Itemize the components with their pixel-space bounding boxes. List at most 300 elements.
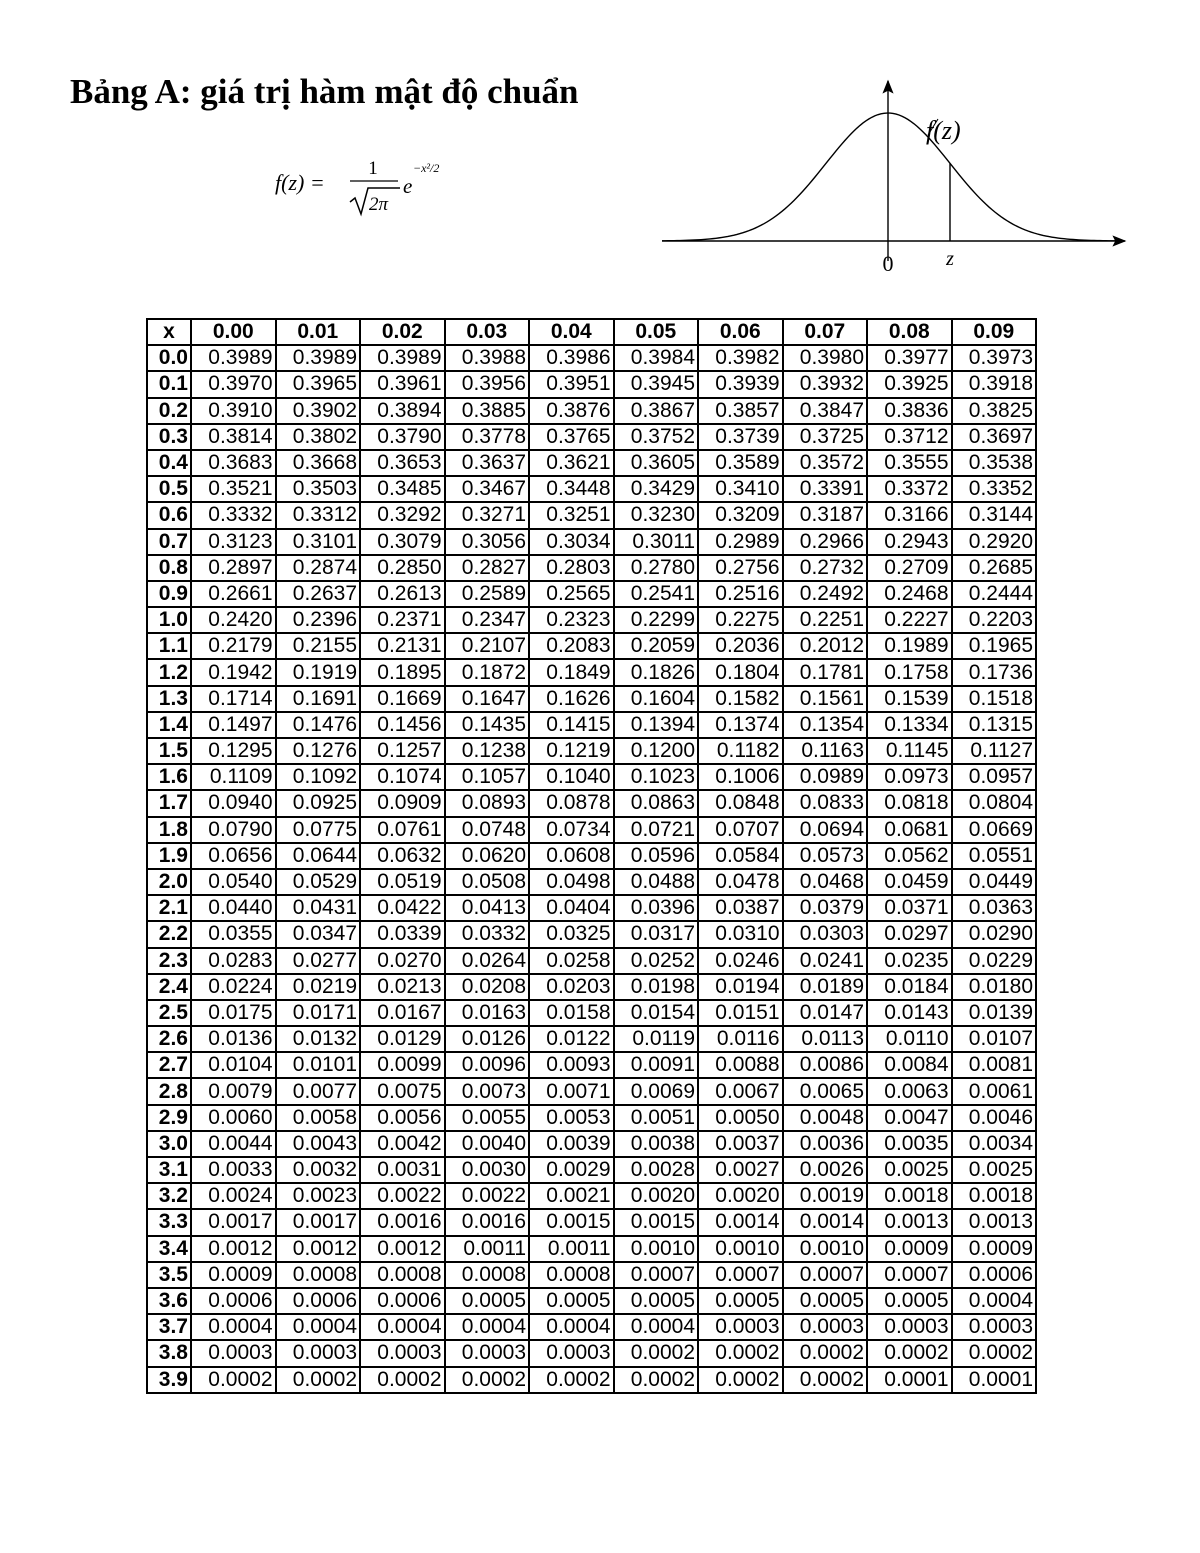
table-cell: 0.1163 [783, 738, 868, 764]
normal-curve-figure [660, 75, 1130, 275]
table-cell: 0.1561 [783, 686, 868, 712]
table-cell: 0.0013 [952, 1209, 1037, 1235]
table-cell: 0.1582 [698, 686, 783, 712]
table-cell: 0.3712 [867, 424, 952, 450]
table-cell: 0.0818 [867, 790, 952, 816]
table-cell: 0.3011 [614, 529, 699, 555]
column-header: 0.01 [276, 319, 361, 345]
table-cell: 0.0101 [276, 1052, 361, 1078]
table-cell: 0.1276 [276, 738, 361, 764]
table-cell: 0.0071 [529, 1078, 614, 1104]
row-header: 0.6 [147, 502, 191, 528]
table-cell: 0.0040 [445, 1131, 530, 1157]
table-cell: 0.0025 [867, 1157, 952, 1183]
table-cell: 0.0024 [191, 1183, 276, 1209]
corner-header: x [147, 319, 191, 345]
table-cell: 0.0033 [191, 1157, 276, 1183]
table-cell: 0.0029 [529, 1157, 614, 1183]
table-cell: 0.0277 [276, 948, 361, 974]
table-cell: 0.3970 [191, 371, 276, 397]
table-cell: 0.0404 [529, 895, 614, 921]
table-cell: 0.2989 [698, 529, 783, 555]
table-cell: 0.0004 [445, 1314, 530, 1340]
row-header: 0.2 [147, 398, 191, 424]
table-cell: 0.2897 [191, 555, 276, 581]
table-cell: 0.1895 [360, 659, 445, 685]
table-cell: 0.2827 [445, 555, 530, 581]
table-cell: 0.2107 [445, 633, 530, 659]
table-cell: 0.3836 [867, 398, 952, 424]
table-cell: 0.0069 [614, 1078, 699, 1104]
table-cell: 0.1057 [445, 764, 530, 790]
table-cell: 0.0180 [952, 974, 1037, 1000]
table-cell: 0.2155 [276, 633, 361, 659]
table-cell: 0.3101 [276, 529, 361, 555]
table-cell: 0.0042 [360, 1131, 445, 1157]
table-cell: 0.0004 [529, 1314, 614, 1340]
table-cell: 0.3802 [276, 424, 361, 450]
table-cell: 0.0004 [614, 1314, 699, 1340]
table-cell: 0.1989 [867, 633, 952, 659]
table-cell: 0.0139 [952, 1000, 1037, 1026]
row-header: 2.2 [147, 921, 191, 947]
table-cell: 0.0055 [445, 1105, 530, 1131]
table-cell: 0.0010 [783, 1236, 868, 1262]
table-cell: 0.1965 [952, 633, 1037, 659]
table-cell: 0.0006 [191, 1288, 276, 1314]
table-cell: 0.0194 [698, 974, 783, 1000]
column-header: 0.08 [867, 319, 952, 345]
table-cell: 0.1758 [867, 659, 952, 685]
table-cell: 0.0030 [445, 1157, 530, 1183]
table-cell: 0.0027 [698, 1157, 783, 1183]
table-cell: 0.3982 [698, 345, 783, 371]
table-cell: 0.1456 [360, 712, 445, 738]
row-header: 3.2 [147, 1183, 191, 1209]
table-cell: 0.0051 [614, 1105, 699, 1131]
table-cell: 0.0488 [614, 869, 699, 895]
table-cell: 0.0478 [698, 869, 783, 895]
table-cell: 0.3521 [191, 476, 276, 502]
table-cell: 0.0003 [698, 1314, 783, 1340]
table-row [147, 817, 1036, 843]
table-cell: 0.0459 [867, 869, 952, 895]
table-cell: 0.3902 [276, 398, 361, 424]
row-header: 2.9 [147, 1105, 191, 1131]
row-header: 3.5 [147, 1262, 191, 1288]
table-cell: 0.1354 [783, 712, 868, 738]
row-header: 3.9 [147, 1367, 191, 1393]
table-cell: 0.0694 [783, 817, 868, 843]
table-row [147, 633, 1036, 659]
table-row [147, 398, 1036, 424]
table-cell: 0.0067 [698, 1078, 783, 1104]
table-cell: 0.3230 [614, 502, 699, 528]
table-cell: 0.2371 [360, 607, 445, 633]
table-cell: 0.0270 [360, 948, 445, 974]
table-cell: 0.0171 [276, 1000, 361, 1026]
table-cell: 0.0005 [783, 1288, 868, 1314]
table-cell: 0.0005 [529, 1288, 614, 1314]
row-header: 2.0 [147, 869, 191, 895]
table-cell: 0.0632 [360, 843, 445, 869]
table-cell: 0.0573 [783, 843, 868, 869]
row-header: 1.2 [147, 659, 191, 685]
table-row [147, 790, 1036, 816]
table-cell: 0.0290 [952, 921, 1037, 947]
table-cell: 0.3056 [445, 529, 530, 555]
row-header: 3.1 [147, 1157, 191, 1183]
table-cell: 0.2565 [529, 581, 614, 607]
table-cell: 0.0355 [191, 921, 276, 947]
table-row [147, 1078, 1036, 1104]
table-row [147, 1262, 1036, 1288]
table-cell: 0.3312 [276, 502, 361, 528]
table-cell: 0.3621 [529, 450, 614, 476]
table-cell: 0.0151 [698, 1000, 783, 1026]
table-cell: 0.2732 [783, 555, 868, 581]
table-cell: 0.3867 [614, 398, 699, 424]
table-cell: 0.3885 [445, 398, 530, 424]
table-cell: 0.1182 [698, 738, 783, 764]
table-cell: 0.0396 [614, 895, 699, 921]
row-header: 0.5 [147, 476, 191, 502]
table-cell: 0.2541 [614, 581, 699, 607]
table-cell: 0.0246 [698, 948, 783, 974]
table-cell: 0.0126 [445, 1026, 530, 1052]
table-cell: 0.0110 [867, 1026, 952, 1052]
table-cell: 0.3485 [360, 476, 445, 502]
table-cell: 0.0154 [614, 1000, 699, 1026]
table-cell: 0.0004 [276, 1314, 361, 1340]
table-cell: 0.3668 [276, 450, 361, 476]
table-cell: 0.0379 [783, 895, 868, 921]
table-cell: 0.2420 [191, 607, 276, 633]
table-cell: 0.2780 [614, 555, 699, 581]
table-cell: 0.3555 [867, 450, 952, 476]
table-cell: 0.2396 [276, 607, 361, 633]
row-header: 3.4 [147, 1236, 191, 1262]
table-cell: 0.0011 [445, 1236, 530, 1262]
table-cell: 0.3814 [191, 424, 276, 450]
row-header: 0.8 [147, 555, 191, 581]
table-cell: 0.0119 [614, 1026, 699, 1052]
column-header: 0.03 [445, 319, 530, 345]
table-cell: 0.3391 [783, 476, 868, 502]
table-row [147, 869, 1036, 895]
table-cell: 0.0099 [360, 1052, 445, 1078]
table-cell: 0.0122 [529, 1026, 614, 1052]
table-row [147, 1026, 1036, 1052]
table-cell: 0.0093 [529, 1052, 614, 1078]
table-cell: 0.0063 [867, 1078, 952, 1104]
normal-curve-graphic [660, 75, 1130, 275]
table-cell: 0.0007 [698, 1262, 783, 1288]
table-cell: 0.0339 [360, 921, 445, 947]
table-cell: 0.0031 [360, 1157, 445, 1183]
table-cell: 0.0048 [783, 1105, 868, 1131]
table-cell: 0.1691 [276, 686, 361, 712]
table-row [147, 502, 1036, 528]
table-cell: 0.0893 [445, 790, 530, 816]
table-cell: 0.2850 [360, 555, 445, 581]
table-cell: 0.0039 [529, 1131, 614, 1157]
table-cell: 0.3683 [191, 450, 276, 476]
table-cell: 0.3503 [276, 476, 361, 502]
table-cell: 0.2012 [783, 633, 868, 659]
table-cell: 0.3448 [529, 476, 614, 502]
table-cell: 0.1669 [360, 686, 445, 712]
table-cell: 0.0005 [614, 1288, 699, 1314]
table-cell: 0.0014 [783, 1209, 868, 1235]
table-cell: 0.0136 [191, 1026, 276, 1052]
table-cell: 0.0562 [867, 843, 952, 869]
table-cell: 0.1497 [191, 712, 276, 738]
formula-numerator: 1 [368, 158, 378, 179]
column-header: 0.02 [360, 319, 445, 345]
table-cell: 0.0449 [952, 869, 1037, 895]
table-cell: 0.3965 [276, 371, 361, 397]
table-cell: 0.0163 [445, 1000, 530, 1026]
row-header: 2.3 [147, 948, 191, 974]
table-cell: 0.0143 [867, 1000, 952, 1026]
table-cell: 0.2874 [276, 555, 361, 581]
table-cell: 0.2589 [445, 581, 530, 607]
table-cell: 0.0863 [614, 790, 699, 816]
table-cell: 0.1826 [614, 659, 699, 685]
table-cell: 0.0347 [276, 921, 361, 947]
table-cell: 0.3079 [360, 529, 445, 555]
table-cell: 0.1415 [529, 712, 614, 738]
table-cell: 0.3429 [614, 476, 699, 502]
table-cell: 0.0317 [614, 921, 699, 947]
table-cell: 0.0009 [952, 1236, 1037, 1262]
table-cell: 0.0010 [614, 1236, 699, 1262]
table-cell: 0.0925 [276, 790, 361, 816]
table-cell: 0.0422 [360, 895, 445, 921]
table-cell: 0.2059 [614, 633, 699, 659]
table-cell: 0.1736 [952, 659, 1037, 685]
table-row [147, 450, 1036, 476]
table-cell: 0.0079 [191, 1078, 276, 1104]
table-cell: 0.0310 [698, 921, 783, 947]
table-cell: 0.0091 [614, 1052, 699, 1078]
table-cell: 0.0707 [698, 817, 783, 843]
table-cell: 0.0008 [360, 1262, 445, 1288]
table-cell: 0.1518 [952, 686, 1037, 712]
table-cell: 0.0081 [952, 1052, 1037, 1078]
row-header: 3.3 [147, 1209, 191, 1235]
table-cell: 0.3825 [952, 398, 1037, 424]
table-cell: 0.0297 [867, 921, 952, 947]
table-cell: 0.0032 [276, 1157, 361, 1183]
table-row [147, 345, 1036, 371]
table-cell: 0.2275 [698, 607, 783, 633]
table-cell: 0.0020 [614, 1183, 699, 1209]
table-cell: 0.0003 [867, 1314, 952, 1340]
table-cell: 0.2943 [867, 529, 952, 555]
table-cell: 0.0038 [614, 1131, 699, 1157]
table-cell: 0.0184 [867, 974, 952, 1000]
table-cell: 0.0004 [952, 1288, 1037, 1314]
table-cell: 0.0025 [952, 1157, 1037, 1183]
table-row [147, 1183, 1036, 1209]
table-cell: 0.0508 [445, 869, 530, 895]
row-header: 0.1 [147, 371, 191, 397]
table-cell: 0.0002 [276, 1367, 361, 1393]
table-cell: 0.0088 [698, 1052, 783, 1078]
table-cell: 0.3876 [529, 398, 614, 424]
table-cell: 0.1626 [529, 686, 614, 712]
table-cell: 0.2444 [952, 581, 1037, 607]
table-cell: 0.0387 [698, 895, 783, 921]
table-cell: 0.3166 [867, 502, 952, 528]
table-cell: 0.3961 [360, 371, 445, 397]
table-row [147, 738, 1036, 764]
table-cell: 0.0878 [529, 790, 614, 816]
table-cell: 0.0189 [783, 974, 868, 1000]
table-cell: 0.0028 [614, 1157, 699, 1183]
table-cell: 0.2966 [783, 529, 868, 555]
table-cell: 0.0020 [698, 1183, 783, 1209]
table-cell: 0.0656 [191, 843, 276, 869]
table-row [147, 1314, 1036, 1340]
table-cell: 0.0258 [529, 948, 614, 974]
table-row [147, 1105, 1036, 1131]
table-cell: 0.0540 [191, 869, 276, 895]
table-cell: 0.0002 [529, 1367, 614, 1393]
formula-exponent: −x²/2 [413, 161, 440, 175]
table-cell: 0.0014 [698, 1209, 783, 1235]
table-cell: 0.1219 [529, 738, 614, 764]
table-cell: 0.0235 [867, 948, 952, 974]
table-cell: 0.0224 [191, 974, 276, 1000]
table-cell: 0.0002 [445, 1367, 530, 1393]
table-cell: 0.0012 [191, 1236, 276, 1262]
table-cell: 0.0056 [360, 1105, 445, 1131]
table-cell: 0.0252 [614, 948, 699, 974]
table-cell: 0.0003 [445, 1340, 530, 1366]
density-table-container [146, 318, 1037, 1394]
table-cell: 0.0371 [867, 895, 952, 921]
table-cell: 0.0046 [952, 1105, 1037, 1131]
table-cell: 0.2637 [276, 581, 361, 607]
row-header: 0.4 [147, 450, 191, 476]
table-row [147, 843, 1036, 869]
table-cell: 0.0107 [952, 1026, 1037, 1052]
table-cell: 0.3778 [445, 424, 530, 450]
table-cell: 0.2323 [529, 607, 614, 633]
table-cell: 0.0775 [276, 817, 361, 843]
table-cell: 0.0096 [445, 1052, 530, 1078]
table-cell: 0.3847 [783, 398, 868, 424]
table-cell: 0.1647 [445, 686, 530, 712]
table-cell: 0.0003 [529, 1340, 614, 1366]
table-cell: 0.0264 [445, 948, 530, 974]
row-header: 1.4 [147, 712, 191, 738]
table-cell: 0.0015 [529, 1209, 614, 1235]
table-cell: 0.3332 [191, 502, 276, 528]
table-cell: 0.3697 [952, 424, 1037, 450]
origin-label: 0 [882, 251, 894, 275]
table-cell: 0.3765 [529, 424, 614, 450]
table-row [147, 686, 1036, 712]
table-cell: 0.2227 [867, 607, 952, 633]
table-cell: 0.1006 [698, 764, 783, 790]
table-cell: 0.1295 [191, 738, 276, 764]
density-table [146, 318, 1037, 1394]
table-cell: 0.2492 [783, 581, 868, 607]
row-header: 2.5 [147, 1000, 191, 1026]
table-cell: 0.3910 [191, 398, 276, 424]
table-cell: 0.3984 [614, 345, 699, 371]
table-cell: 0.1257 [360, 738, 445, 764]
table-row [147, 371, 1036, 397]
table-cell: 0.3973 [952, 345, 1037, 371]
row-header: 3.0 [147, 1131, 191, 1157]
table-cell: 0.1394 [614, 712, 699, 738]
table-cell: 0.3989 [360, 345, 445, 371]
row-header: 2.6 [147, 1026, 191, 1052]
table-cell: 0.0229 [952, 948, 1037, 974]
table-cell: 0.1942 [191, 659, 276, 685]
table-cell: 0.0047 [867, 1105, 952, 1131]
table-cell: 0.0007 [614, 1262, 699, 1288]
table-cell: 0.0002 [783, 1367, 868, 1393]
row-header: 2.1 [147, 895, 191, 921]
table-cell: 0.3292 [360, 502, 445, 528]
table-cell: 0.2251 [783, 607, 868, 633]
table-cell: 0.0002 [191, 1367, 276, 1393]
table-cell: 0.2920 [952, 529, 1037, 555]
table-cell: 0.3605 [614, 450, 699, 476]
table-cell: 0.0748 [445, 817, 530, 843]
table-cell: 0.0075 [360, 1078, 445, 1104]
table-cell: 0.3980 [783, 345, 868, 371]
table-cell: 0.0015 [614, 1209, 699, 1235]
table-cell: 0.1092 [276, 764, 361, 790]
table-cell: 0.3589 [698, 450, 783, 476]
table-cell: 0.0023 [276, 1183, 361, 1209]
row-header: 1.6 [147, 764, 191, 790]
table-cell: 0.0198 [614, 974, 699, 1000]
table-cell: 0.0009 [191, 1262, 276, 1288]
table-row [147, 424, 1036, 450]
table-cell: 0.3945 [614, 371, 699, 397]
row-header: 1.5 [147, 738, 191, 764]
table-cell: 0.0325 [529, 921, 614, 947]
column-header: 0.05 [614, 319, 699, 345]
table-cell: 0.0058 [276, 1105, 361, 1131]
table-cell: 0.0019 [783, 1183, 868, 1209]
table-cell: 0.0833 [783, 790, 868, 816]
table-cell: 0.0620 [445, 843, 530, 869]
table-cell: 0.0681 [867, 817, 952, 843]
table-cell: 0.0007 [783, 1262, 868, 1288]
table-row [147, 1367, 1036, 1393]
table-cell: 0.0158 [529, 1000, 614, 1026]
density-formula-graphic [270, 140, 470, 230]
table-cell: 0.2083 [529, 633, 614, 659]
table-cell: 0.0061 [952, 1078, 1037, 1104]
table-cell: 0.0002 [614, 1340, 699, 1366]
table-cell: 0.3123 [191, 529, 276, 555]
table-cell: 0.1849 [529, 659, 614, 685]
table-row [147, 764, 1036, 790]
table-cell: 0.0848 [698, 790, 783, 816]
table-cell: 0.0034 [952, 1131, 1037, 1157]
table-cell: 0.1238 [445, 738, 530, 764]
